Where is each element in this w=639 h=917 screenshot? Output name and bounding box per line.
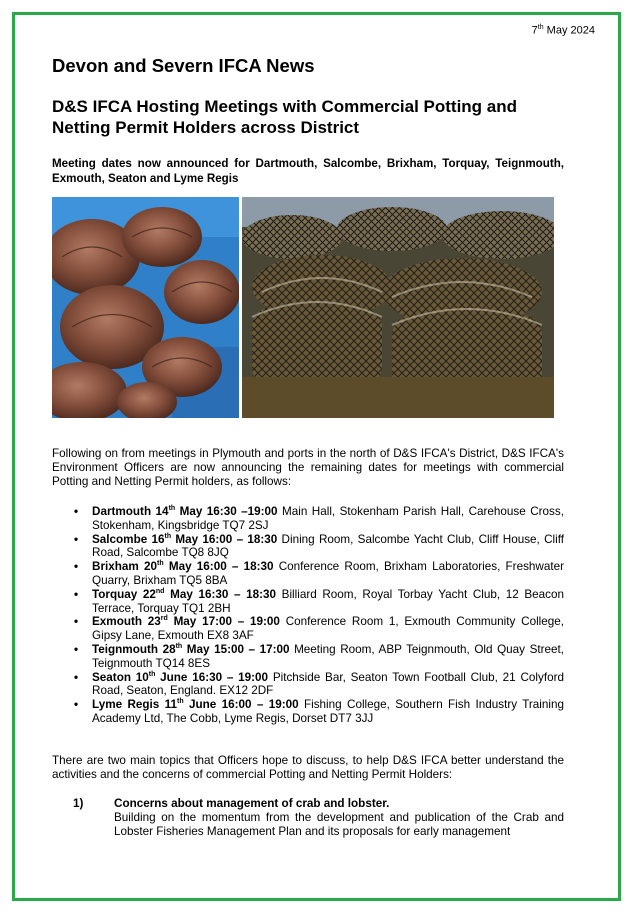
list-item: • Seaton 10th June 16:30 – 19:00 Pitchside Bar, Seaton Town Football Club, 21 Colyford Road, Seaton, England. EX12 2DF (74, 671, 564, 699)
list-item: • Exmouth 23rd May 17:00 – 19:00 Conference Room 1, Exmouth Community College, Gipsy Lane, Exmouth EX8 3AF (74, 615, 564, 643)
topic-heading: Concerns about management of crab and lobster. (114, 797, 390, 810)
document-date: 7th May 2024 (531, 24, 595, 37)
article-headline: D&S IFCA Hosting Meetings with Commercial Potting and Netting Permit Holders across District (52, 97, 518, 137)
newsletter-title: Devon and Severn IFCA News (52, 55, 315, 76)
list-item: • Lyme Regis 11th June 16:00 – 19:00 Fishing College, Southern Fish Industry Training Academy Ltd, The Cobb, Lyme Regis, Dorset DT7 3JJ (74, 698, 564, 726)
list-item: • Teignmouth 28th May 15:00 – 17:00 Meeting Room, ABP Teignmouth, Old Quay Street, Teignmouth TQ14 8ES (74, 643, 564, 671)
topics-paragraph: There are two main topics that Officers hope to discuss, to help D&S IFCA better understand the activities and the concerns of commercial Potting and Netting Permit Holders: (52, 754, 564, 781)
crabs-photo (52, 197, 239, 418)
topic-text: Building on the momentum from the development and publication of the Crab and Lobster Fisheries Management Plan and its proposals for early management (114, 811, 564, 838)
topic-number: 1) (73, 797, 84, 810)
list-item: • Torquay 22nd May 16:30 – 18:30 Billiard Room, Royal Torbay Yacht Club, 12 Beacon Terrace, Torquay TQ1 2BH (74, 588, 564, 616)
list-item: • Dartmouth 14th May 16:30 –19:00 Main Hall, Stokenham Parish Hall, Carehouse Cross, Stokenham, Kingsbridge TQ7 2SJ (74, 505, 564, 533)
meeting-list (74, 505, 564, 726)
list-item: • Salcombe 16th May 16:00 – 18:30 Dining Room, Salcombe Yacht Club, Cliff House, Cliff Road, Salcombe TQ8 8JQ (74, 533, 564, 561)
intro-paragraph: Following on from meetings in Plymouth and ports in the north of D&S IFCA's District, D&S IFCA's Environment Officers are now announcing the remaining dates for meetings with commercial Potting and Netting Permit holders, as follows: (52, 447, 564, 488)
list-item: • Brixham 20th May 16:00 – 18:30 Conference Room, Brixham Laboratories, Freshwater Quarry, Brixham TQ5 8BA (74, 560, 564, 588)
article-subheadline: Meeting dates now announced for Dartmouth, Salcombe, Brixham, Torquay, Teignmouth, Exmouth, Seaton and Lyme Regis (52, 157, 564, 185)
lobster-pots-photo (242, 197, 554, 418)
